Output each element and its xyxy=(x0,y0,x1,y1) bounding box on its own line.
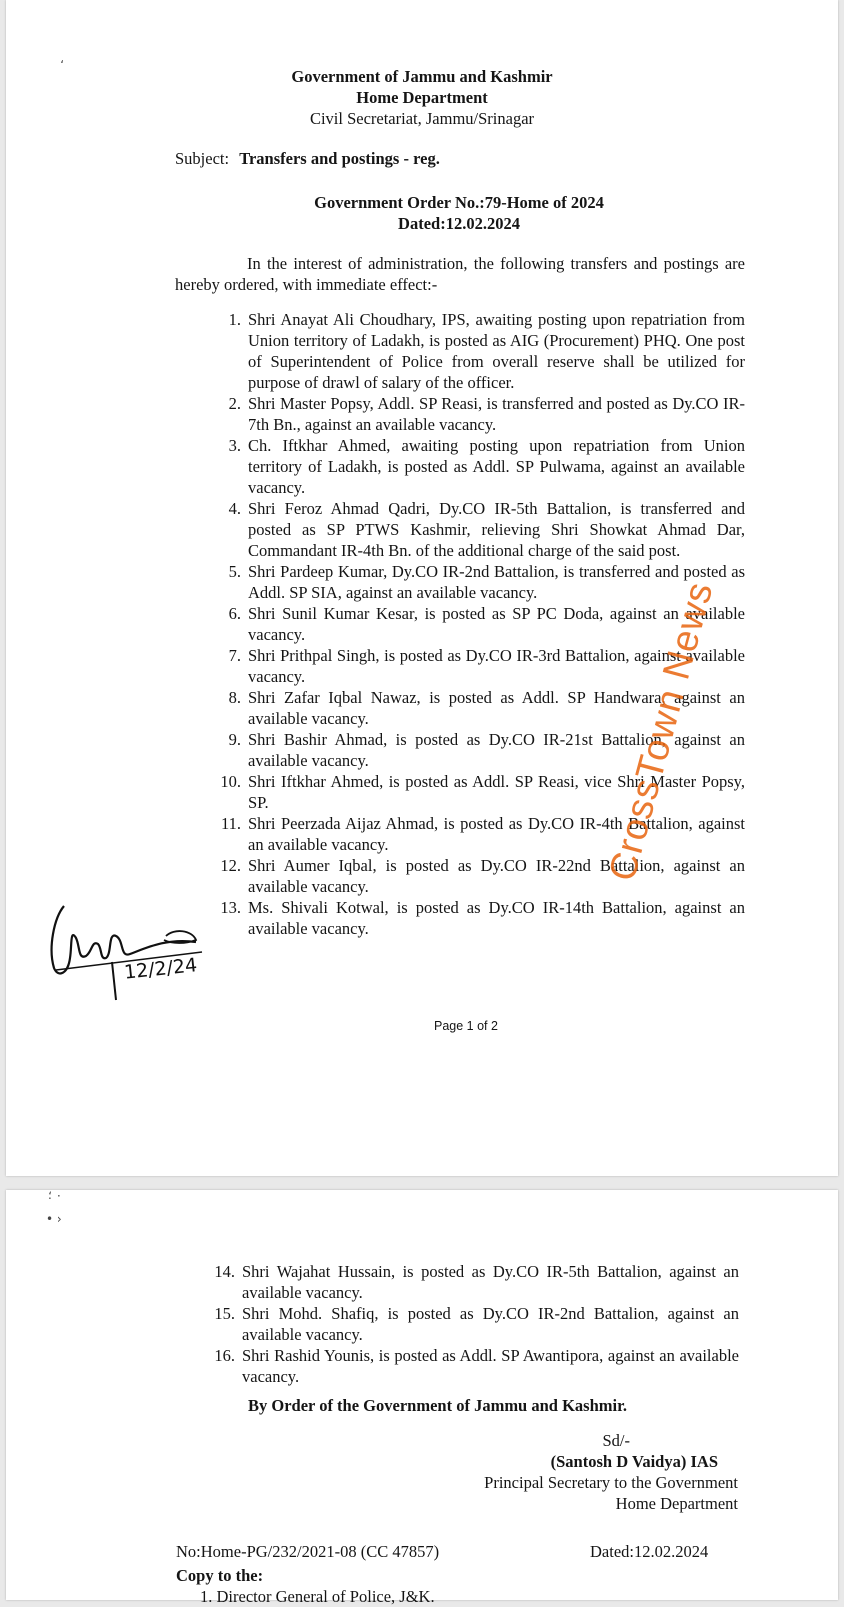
list-item-text: Shri Prithpal Singh, is posted as Dy.CO IR-3rd Battalion, against available vacancy. xyxy=(248,646,745,686)
scan-mark: ٠ ؛ xyxy=(48,1188,63,1202)
signatory-block xyxy=(378,1430,738,1514)
list-item-number: 6. xyxy=(228,604,241,623)
list-item xyxy=(211,897,745,939)
list-item-text: Shri Aumer Iqbal, is posted as Dy.CO IR-22nd Battalion, against an available vacancy. xyxy=(248,856,745,896)
document-page-2 xyxy=(6,1190,838,1600)
scan-mark: ، xyxy=(60,52,64,66)
list-item xyxy=(211,855,745,897)
list-item-text: Shri Peerzada Aijaz Ahmad, is posted as Dy.CO IR-4th Battalion, against an available vacancy. xyxy=(248,814,745,854)
subject-label: Subject: xyxy=(175,149,230,168)
list-item xyxy=(211,309,745,393)
list-item-number: 10. xyxy=(220,772,241,791)
reference-number: No:Home-PG/232/2021-08 (CC 47857) xyxy=(176,1542,440,1561)
list-item-number: 1. xyxy=(228,310,241,329)
signatory-department: Home Department xyxy=(615,1494,738,1513)
list-item xyxy=(211,561,745,603)
list-item-text: Shri Bashir Ahmad, is posted as Dy.CO IR-21st Battalion, against an available vacancy. xyxy=(248,730,745,770)
order-number: Government Order No.:79-Home of 2024 xyxy=(314,193,604,212)
postings-list xyxy=(211,309,745,939)
list-item-text: Shri Master Popsy, Addl. SP Reasi, is transferred and posted as Dy.CO IR-7th Bn., against an available vacancy. xyxy=(248,394,745,434)
subject-line xyxy=(175,149,440,169)
list-item-text: Shri Sunil Kumar Kesar, is posted as SP PC Doda, against an available vacancy. xyxy=(248,604,745,644)
list-item-text: Shri Pardeep Kumar, Dy.CO IR-2nd Battalion, is transferred and posted as Addl. SP SIA, against an available vacancy. xyxy=(248,562,745,602)
list-item-text: Shri Rashid Younis, is posted as Addl. SP Awantipora, against an available vacancy. xyxy=(242,1346,739,1386)
list-item-number: 3. xyxy=(228,436,241,455)
list-item-number: 16. xyxy=(214,1346,235,1365)
scan-mark: • › xyxy=(46,1212,62,1226)
list-item xyxy=(211,435,745,498)
reference-date: Dated:12.02.2024 xyxy=(590,1542,709,1561)
list-item-number: 12. xyxy=(220,856,241,875)
postings-list-page-2 xyxy=(205,1261,739,1387)
list-item xyxy=(205,1261,739,1303)
signature-scribble-icon xyxy=(46,898,206,1008)
copy-to-heading: Copy to the: xyxy=(176,1566,264,1585)
list-item-number: 13. xyxy=(220,898,241,917)
order-header xyxy=(6,192,844,234)
list-item-text: Ms. Shivali Kotwal, is posted as Dy.CO IR-14th Battalion, against an available vacancy. xyxy=(248,898,745,938)
list-item xyxy=(205,1303,739,1345)
signature-date: 12/2/24 xyxy=(123,954,199,984)
watermark: CrossTown News xyxy=(601,577,722,886)
list-item-text: Ch. Iftkhar Ahmed, awaiting posting upon repatriation from Union territory of Ladakh, is posted as Addl. SP Pulwama, against an available vacancy. xyxy=(248,436,745,497)
header-department: Home Department xyxy=(356,88,488,107)
list-item-number: 5. xyxy=(228,562,241,581)
by-order-line: By Order of the Government of Jammu and Kashmir. xyxy=(248,1396,628,1415)
order-date: Dated:12.02.2024 xyxy=(398,214,520,233)
list-item-text: Shri Mohd. Shafiq, is posted as Dy.CO IR-2nd Battalion, against an available vacancy. xyxy=(242,1304,739,1344)
signature xyxy=(46,898,206,1013)
list-item-text: Shri Anayat Ali Choudhary, IPS, awaiting posting upon repatriation from Union territory of Ladakh, is posted as AIG (Procurement) PHQ. One post of Superintendent of Police from overall reserve shall be utilized for purpose of drawl of salary of the officer. xyxy=(248,310,745,392)
signatory-sd: Sd/- xyxy=(602,1431,630,1450)
list-item-text: Shri Wajahat Hussain, is posted as Dy.CO IR-5th Battalion, against an available vacancy. xyxy=(242,1262,739,1302)
list-item-number: 2. xyxy=(228,394,241,413)
list-item-number: 9. xyxy=(228,730,241,749)
header-government: Government of Jammu and Kashmir xyxy=(291,67,553,86)
header-address: Civil Secretariat, Jammu/Srinagar xyxy=(309,109,535,128)
list-item-text: Shri Feroz Ahmad Qadri, Dy.CO IR-5th Battalion, is transferred and posted as SP PTWS Kashmir, relieving Shri Showkat Ahmad Dar, Commandant IR-4th Bn. of the additional charge of the said post. xyxy=(248,499,745,560)
list-item-text: Shri Zafar Iqbal Nawaz, is posted as Addl. SP Handwara, against an available vacancy. xyxy=(248,688,745,728)
copy-to-item: 1. Director General of Police, J&K. xyxy=(200,1587,435,1606)
list-item-number: 4. xyxy=(228,499,241,518)
signatory-name: (Santosh D Vaidya) IAS xyxy=(550,1452,718,1471)
list-item xyxy=(211,498,745,561)
list-item-number: 11. xyxy=(220,814,241,833)
list-item-number: 15. xyxy=(214,1304,235,1323)
signatory-designation: Principal Secretary to the Government xyxy=(484,1473,738,1492)
list-item-number: 8. xyxy=(228,688,241,707)
list-item-text: Shri Iftkhar Ahmed, is posted as Addl. SP Reasi, vice Shri Master Popsy, SP. xyxy=(248,772,745,812)
list-item-number: 14. xyxy=(214,1262,235,1281)
page-number: Page 1 of 2 xyxy=(434,1019,498,1033)
list-item-number: 7. xyxy=(228,646,241,665)
intro-paragraph: In the interest of administration, the following transfers and postings are hereby ordered, with immediate effect:- xyxy=(175,254,745,294)
list-item xyxy=(211,813,745,855)
subject-text: Transfers and postings - reg. xyxy=(239,149,440,168)
list-item xyxy=(205,1345,739,1387)
document-page-1 xyxy=(6,0,838,1176)
list-item xyxy=(211,393,745,435)
